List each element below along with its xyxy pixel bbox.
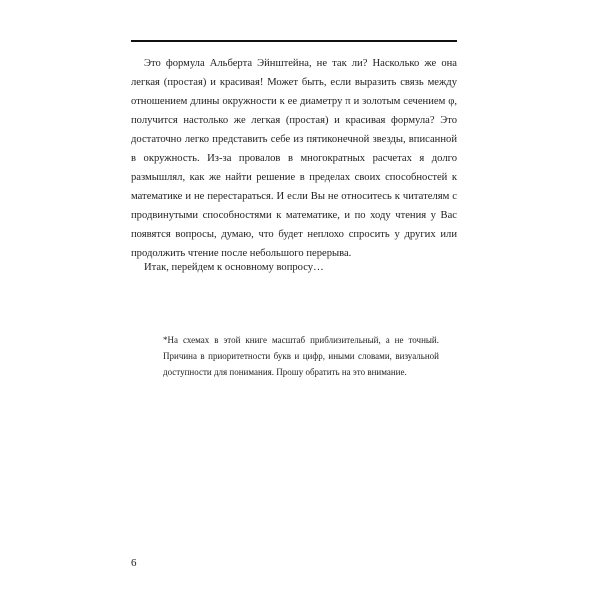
transition-sentence: Итак, перейдем к основному вопросу… bbox=[144, 262, 324, 273]
page-number: 6 bbox=[131, 557, 137, 569]
main-paragraph: Это формула Альберта Эйнштейна, не так ли? Насколько же она легкая (простая) и красивая! Может быть, если выразить связь между отношением длины окружности к ее диаметру π и золотым сечением φ, получится настолько же легкая (простая) и красивая формула? Это достаточно легко представить себе из пятиконечной звезды, вписанной в окружность. Из-за провалов в многократных расчетах я долго размышлял, как же найти решение в пределах своих способностей к математике и не перестараться. И если Вы не относитесь к читателям с продвинутыми способностями к математике, и по ходу чтения у Вас появятся вопросы, думаю, что будет неплохо спросить у других или продолжить чтение после небольшого перерыва. bbox=[131, 58, 457, 259]
footnote: *На схемах в этой книге масштаб приблизительный, а не точный. Причина в приоритетности букв и цифр, иными словами, визуальной доступности для понимания. Прошу обратить на это внимание. bbox=[163, 335, 439, 377]
top-rule bbox=[131, 40, 457, 42]
